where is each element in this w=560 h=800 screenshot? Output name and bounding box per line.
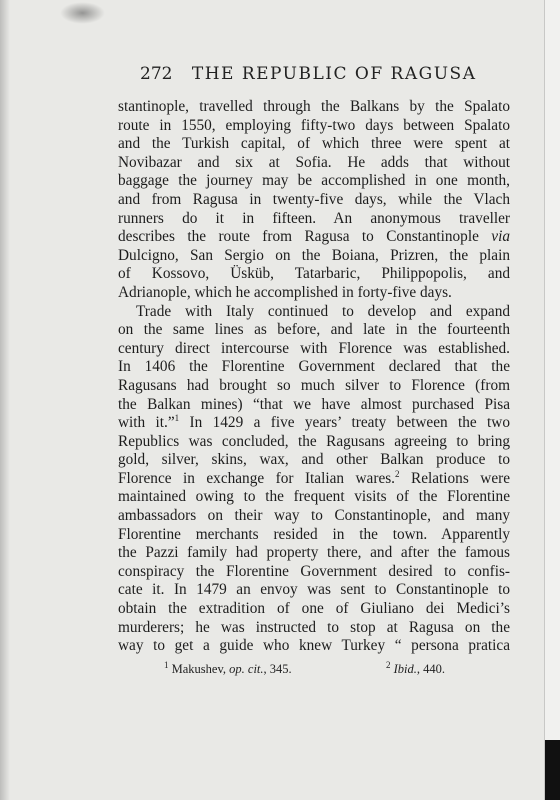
footnote-2-italic: Ibid.	[390, 662, 417, 676]
text-line: Trade with Italy continued to develop and expand	[136, 302, 510, 320]
text-span: Florence in exchange for Italian wares.	[118, 469, 396, 487]
text-line: stantinople, travelled through the Balkans by the Spalato	[118, 98, 510, 115]
page-edge-shadow	[0, 0, 10, 800]
text-line: Republics was concluded, the Ragusans agreeing to bring	[118, 432, 510, 450]
text-line: cate it. In 1479 an envoy was sent to Constantinople to	[118, 581, 510, 599]
text-span: describes the route from Ragusa to Constantinople	[118, 228, 479, 246]
text-span: In 1429 a five years’ treaty between the two	[179, 414, 510, 432]
body-text	[118, 98, 510, 656]
text-line	[118, 470, 510, 489]
footnote-1-end: , 345.	[263, 662, 292, 676]
footnote-1-italic: op. cit.	[229, 662, 264, 676]
text-line: maintained owing to the frequent visits of the Florentine	[118, 488, 510, 506]
text-line	[118, 414, 510, 433]
footnote-2	[386, 659, 446, 677]
text-line: runners do it in fifteen. An anonymous traveller	[118, 209, 510, 227]
text-line: the Balkan mines) “that we have almost purchased Pisa	[118, 395, 510, 413]
running-title: THE REPUBLIC OF RAGUSA	[191, 64, 477, 84]
text-line: route in 1550, employing fifty-two days between Spalato	[118, 116, 510, 134]
text-line	[118, 228, 510, 247]
footnote-marker: 1	[174, 413, 180, 423]
footnote-2-mark: 2	[386, 659, 391, 670]
text-line: Adrianople, which he accomplished in forty-five days.	[118, 283, 452, 301]
text-span: with it.”	[118, 414, 175, 432]
text-line: Dulcigno, San Sergio on the Boiana, Prizren, the plain	[118, 246, 510, 264]
text-line: gold, silver, skins, wax, and other Balkan produce to	[118, 451, 510, 469]
text-line: In 1406 the Florentine Government declared that the	[118, 358, 510, 376]
footnote-1	[164, 659, 292, 676]
italic-text: via	[491, 228, 510, 246]
running-header	[140, 64, 520, 90]
page-number: 272	[140, 64, 173, 84]
footnote-1-text: Makushev,	[168, 662, 230, 676]
text-line: of Kossovo, Üsküb, Tatarbaric, Philippopolis, and	[118, 265, 510, 283]
text-span: Relations were	[399, 469, 510, 487]
text-line: obtain the extradition of one of Giuliano dei Medici’s	[118, 600, 510, 618]
text-line: the Pazzi family had property there, and after the famous	[118, 544, 510, 562]
text-line: Florentine merchants resided in the town. Apparently	[118, 525, 510, 543]
text-line: and from Ragusa in twenty-five days, while the Vlach	[118, 190, 510, 208]
text-line: century direct intercourse with Florence was established.	[118, 339, 510, 357]
scan-margin	[544, 0, 560, 800]
footnote-2-end: , 440.	[416, 662, 446, 676]
text-line: Ragusans had brought so much silver to Florence (from	[118, 376, 510, 394]
text-line: ambassadors on their way to Constantinople, and many	[118, 507, 510, 525]
text-line: and the Turkish capital, of which three were spent at	[118, 135, 510, 153]
footnote-marker: 2	[395, 468, 400, 479]
text-line: murderers; he was instructed to stop at Ragusa on the	[118, 618, 510, 636]
footnotes	[164, 659, 454, 682]
ink-smudge	[60, 2, 105, 24]
text-line: baggage the journey may be accomplished in one month,	[118, 172, 510, 190]
text-line: on the same lines as before, and late in the fourteenth	[118, 321, 510, 339]
text-line: conspiracy the Florentine Government desired to confis-	[118, 562, 510, 580]
text-line: Novibazar and six at Sofia. He adds that without	[118, 153, 510, 171]
scan-border-block	[545, 740, 560, 800]
text-line: way to get a guide who knew Turkey “ persona pratica	[118, 637, 510, 655]
footnote-1-mark: 1	[164, 659, 169, 670]
